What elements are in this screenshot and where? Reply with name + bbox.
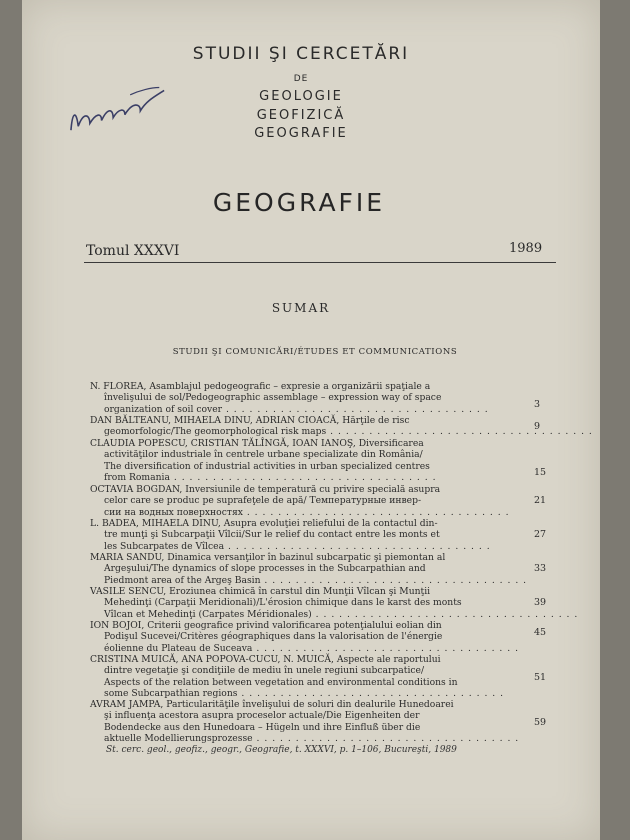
year-label: 1989 <box>509 241 543 256</box>
journal-title-de: DE <box>293 74 309 84</box>
entry-line: OCTAVIA BOGDAN, Inversiunile de temperatură cu privire specială asupra <box>90 484 441 495</box>
citation-footer: St. cerc. geol., geofiz., geogr., Geografie, t. XXXVI, p. 1–106, Bucureşti, 1989 <box>106 745 457 755</box>
contents-entry <box>90 438 520 484</box>
subject-geologie: GEOLOGIE <box>259 89 343 104</box>
subject-geofizica: GEOFIZICĂ <box>256 108 346 123</box>
contents-entry <box>90 586 520 620</box>
entry-line: CLAUDIA POPESCU, CRISTIAN TĂLÎNGĂ, IOAN IANOŞ, Diversificarea <box>90 438 424 449</box>
entry-line: Vîlcan et Mehedinţi (Carpates Méridionales) . . . <box>90 609 520 620</box>
entry-line: AVRAM JAMPA, Particularităţile învelişului de soluri din dealurile Hunedoarei <box>90 699 454 710</box>
entry-line: from Romania . . . <box>90 472 520 483</box>
contents-entry <box>90 654 520 700</box>
entry-line: geomorfologic/The geomorphological risk maps . . . <box>90 426 520 437</box>
contents-entry <box>90 381 520 415</box>
document-page <box>22 0 600 840</box>
entry-line: tre munţi şi Subcarpaţii Vîlcii/Sur le relief du contact entre les monts et <box>104 529 440 541</box>
entry-line: activităţilor industriale în centrele urbane specializate din România/ <box>104 449 423 461</box>
entry-line: CRISTINA MUICĂ, ANA POPOVA-CUCU, N. MUICĂ, Aspecte ale raportului <box>90 654 441 665</box>
entry-page-number: 39 <box>534 597 547 608</box>
entry-line: Podişul Sucevei/Critères géographiques dans la valorisation de l'énergie <box>104 631 443 643</box>
entry-page-number: 21 <box>534 495 547 506</box>
entry-line: сии на водных поверхностях . . . <box>90 507 520 518</box>
entry-line: DAN BĂLTEANU, MIHAELA DINU, ADRIAN CIOACĂ, Hărţile de risc <box>90 415 410 426</box>
entry-line: N. FLOREA, Asamblajul pedogeografic – expresie a organizării spaţiale a <box>90 381 431 392</box>
contents-entry <box>90 518 520 552</box>
subject-geografie: GEOGRAFIE <box>254 126 348 141</box>
entry-page-number: 9 <box>534 421 541 432</box>
entry-line: éolienne du Plateau de Suceava . . . <box>90 643 520 654</box>
section-heading: STUDII ŞI COMUNICĂRI/ÉTUDES ET COMMUNICATIONS <box>172 347 458 357</box>
main-title: GEOGRAFIE <box>212 188 386 217</box>
header-divider <box>84 262 556 263</box>
entry-line: Argeşului/The dynamics of slope processes in the Subcarpathian and <box>104 563 426 575</box>
contents-entry <box>90 699 520 745</box>
entry-line: învelişului de sol/Pedogeographic assemblage – expression way of space <box>104 392 442 404</box>
entry-line: dintre vegetaţie şi condiţiile de mediu în unele regiuni subcarpatice/ <box>104 665 425 677</box>
entry-line: ION BOJOI, Criterii geografice privind valorificarea potenţialului eolian din <box>90 620 442 631</box>
entry-page-number: 33 <box>534 563 547 574</box>
entry-line: celor care se produc pe suprafeţele de apă/ Температурные инвер- <box>104 495 422 507</box>
entry-page-number: 59 <box>534 717 547 728</box>
entry-line: VASILE SENCU, Eroziunea chimică în carstul din Munţii Vîlcan şi Munţii <box>90 586 431 597</box>
entry-line: Aspects of the relation between vegetation and environmental conditions in <box>104 676 458 688</box>
entry-page-number: 45 <box>534 627 547 638</box>
volume-label: Tomul XXXVI <box>86 243 180 259</box>
contents-entry <box>90 620 520 654</box>
contents-heading: SUMAR <box>271 301 331 315</box>
entry-line: MARIA SANDU, Dinamica versanţilor în bazinul subcarpatic şi piemontan al <box>90 552 446 563</box>
entry-page-number: 15 <box>534 467 547 478</box>
entry-line: aktuelle Modellierungsprozesse . . . <box>90 733 520 744</box>
entry-line: some Subcarpathian regions . . . <box>90 688 520 699</box>
contents-entry <box>90 415 520 438</box>
entry-line: L. BADEA, MIHAELA DINU, Asupra evoluţiei reliefului de la contactul din- <box>90 518 438 529</box>
entry-line: şi influenţa acestora asupra proceselor actuale/Die Eigenheiten der <box>104 710 420 722</box>
contents-entry <box>90 484 520 518</box>
entry-page-number: 51 <box>534 672 547 683</box>
entry-line: The diversification of industrial activities in urban specialized centres <box>104 460 430 472</box>
entry-line: les Subcarpates de Vîlcea . . . <box>90 541 520 552</box>
entry-line: Bodendecke aus den Hunedoara – Hügeln und ihre Einfluß über die <box>104 721 421 733</box>
entry-line: Mehedinţi (Carpaţii Meridionali)/L'érosion chimique dans le karst des monts <box>104 597 462 609</box>
contents-entry <box>90 552 520 586</box>
entry-page-number: 3 <box>534 399 541 410</box>
entry-line: organization of soil cover . . . <box>90 404 520 415</box>
entry-page-number: 27 <box>534 529 547 540</box>
journal-title: STUDII ŞI CERCETĂRI <box>192 44 410 64</box>
entry-line: Piedmont area of the Argeş Basin . . . <box>90 575 520 586</box>
